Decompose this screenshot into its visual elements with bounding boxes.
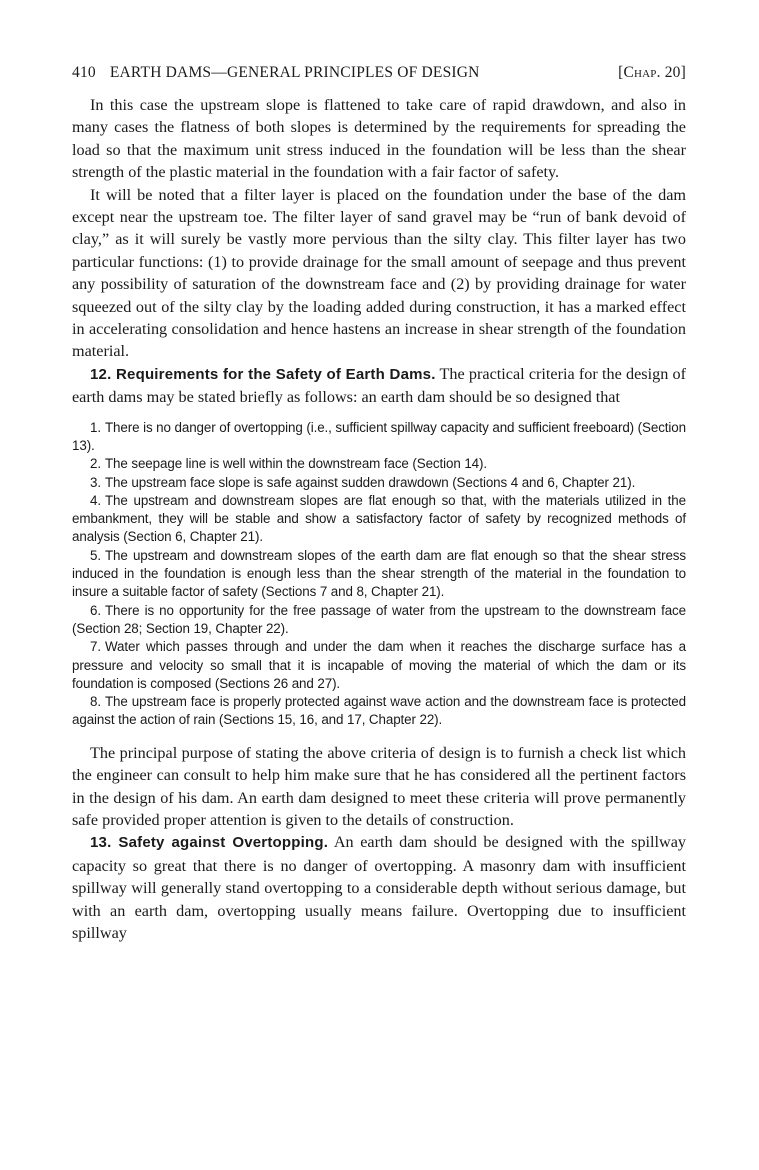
running-title: EARTH DAMS—GENERAL PRINCIPLES OF DESIGN	[109, 64, 480, 81]
criteria-list	[72, 419, 686, 730]
page-number: 410	[72, 64, 96, 81]
list-item: 2. The seepage line is well within the downstream face (Section 14).	[90, 456, 488, 472]
list-item: 8. The upstream face is properly protected against wave action and the downstream face is protected against the action of rain (Sections 15, 16, and 17, Chapter 22).	[72, 694, 686, 728]
section-13-heading: 13. Safety against Overtopping.	[90, 834, 329, 852]
chapter-reference: [Chap. 20]	[618, 64, 686, 81]
book-page	[72, 62, 686, 944]
section-12-paragraph	[72, 363, 686, 409]
running-header	[72, 62, 686, 84]
list-item: 4. The upstream and downstream slopes are flat enough so that, with the materials utilized in the embankment, they will be stable and show a satisfactory factor of safety by recognized methods of analysis (Section 6, Chapter 21).	[72, 492, 686, 545]
list-item: 5. The upstream and downstream slopes of the earth dam are flat enough so that the shear stress induced in the foundation is enough less than the shear strength of the material in the foundation to insure a suitable factor of safety (Sections 7 and 8, Chapter 21).	[72, 547, 686, 600]
list-item: 3. The upstream face slope is safe against sudden drawdown (Sections 4 and 6, Chapter 21).	[90, 474, 636, 490]
paragraph-check-list: The principal purpose of stating the above criteria of design is to furnish a check list which the engineer can consult to help him make sure that he has considered all the pertinent factors in the design of his dam. An earth dam designed to meet these criteria will prove permanently safe provided proper attention is given to the details of construction.	[72, 743, 686, 829]
list-item: 1. There is no danger of overtopping (i.e., sufficient spillway capacity and sufficient freeboard) (Section 13).	[72, 419, 686, 453]
list-item: 7. Water which passes through and under the dam when it reaches the discharge surface has a pressure and velocity so small that it is incapable of moving the material of which the dam or its foundation is composed (Sections 26 and 27).	[72, 639, 686, 691]
paragraph-drawdown: In this case the upstream slope is flattened to take care of rapid drawdown, and also in many cases the flatness of both slopes is determined by the requirements for spreading the load so that the maximum unit stress induced in the foundation will be less than the shear strength of the plastic material in the foundation with a fair factor of safety.	[72, 96, 686, 182]
section-13-text: An earth dam should be designed with the spillway capacity so great that there is no danger of overtopping. A masonry dam with insufficient spillway will generally stand overtopping to a considerable depth without serious damage, but with an earth dam, overtopping usually means failure. Overtopping due to insufficient spillway	[72, 833, 687, 942]
section-12-text: The practical criteria for the design of earth dams may be stated briefly as follows: an earth dam should be so designed that	[72, 364, 686, 407]
section-13-paragraph	[72, 831, 686, 944]
list-item: 6. There is no opportunity for the free passage of water from the upstream to the downstream face (Section 28; Section 19, Chapter 22).	[72, 602, 686, 636]
paragraph-filter-layer: It will be noted that a filter layer is placed on the foundation under the base of the dam except near the upstream toe. The filter layer of sand gravel may be “run of bank devoid of clay,” as it will surely be vastly more pervious than the silty clay. This filter layer has two particular functions: (1) to provide drainage for the small amount of seepage and thus prevent any possibility of saturation of the downstream face and (2) by providing drainage for water squeezed out of the silty clay by the loading added during construction, it has a marked effect in accelerating consolidation and hence hastens an increase in shear strength of the foundation material.	[72, 185, 686, 361]
section-12-heading: 12. Requirements for the Safety of Earth Dams.	[90, 365, 436, 383]
